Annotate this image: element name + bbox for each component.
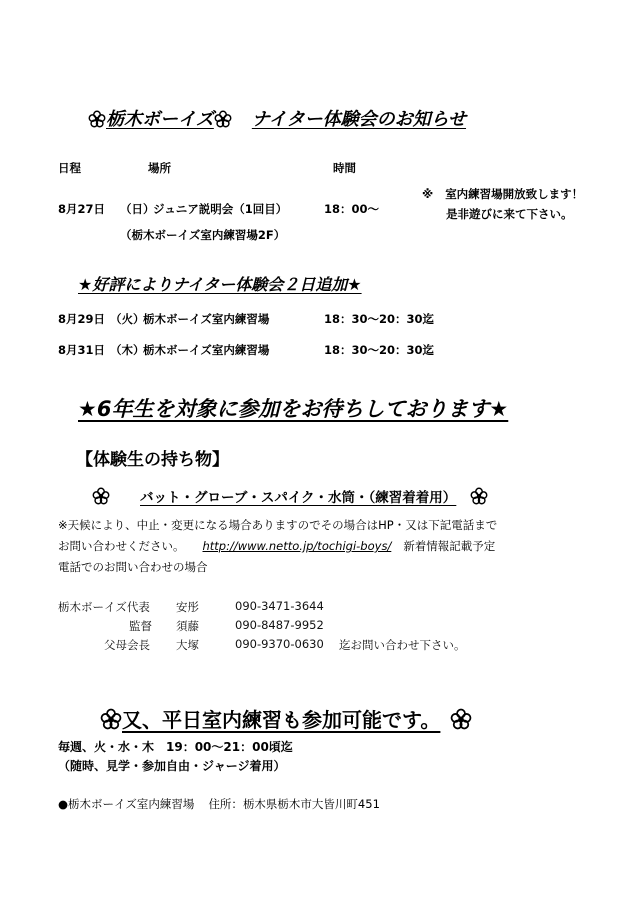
- contact-name-3: 大塚: [176, 638, 199, 652]
- notice-line2: [58, 536, 558, 557]
- add-day-2: （木）: [110, 343, 145, 357]
- contact-name-2: 須藤: [176, 619, 199, 633]
- add-time-2: 18：30～20：30迄: [324, 343, 435, 357]
- address-value: 栃木県栃木市大皆川町451: [242, 797, 380, 811]
- address: [58, 796, 380, 812]
- contact-note: 迄お問い合わせ下さい。: [339, 638, 466, 652]
- add-time-1: 18：30～20：30迄: [324, 312, 435, 326]
- website-link[interactable]: http://www.netto.jp/tochigi-boys/: [202, 539, 392, 553]
- notice: [58, 515, 558, 578]
- contact-role-3: 父母会長: [104, 638, 150, 652]
- note-line1: 室内練習場開放致します！: [445, 187, 584, 201]
- title-team: 栃木ボーイズ: [106, 109, 214, 130]
- weekday-schedule: 毎週、火・水・木 19：00～21：00頃迄: [58, 740, 293, 754]
- side-note: [422, 184, 583, 224]
- weekday-notes: （随時、見学・参加自由・ジャージ着用）: [58, 759, 286, 773]
- additional-title: ★好評によりナイター体験会２日追加★: [78, 275, 362, 294]
- notice-line1: ※天候により、中止・変更になる場合ありますのでその場合はHP・又は下記電話まで: [58, 518, 498, 532]
- contact-name-1: 安彤: [176, 600, 199, 614]
- address-place: 栃木ボーイズ室内練習場: [68, 797, 195, 811]
- weekday-details: [58, 738, 293, 776]
- flower-icon: [100, 708, 122, 730]
- weekday-title-text: 又、平日室内練習も参加可能です。: [122, 708, 441, 732]
- add-place-2: 栃木ボーイズ室内練習場: [143, 343, 270, 357]
- address-bullet: ●: [58, 797, 69, 811]
- notice-line3: 電話でのお問い合わせの場合: [58, 560, 208, 574]
- note-line2: 是非遊びに来て下さい。: [446, 207, 573, 221]
- belongings-title: 【体験生の持ち物】: [76, 450, 229, 470]
- contact-phone-2: 090-8487-9952: [235, 618, 324, 632]
- header-date: 日程: [58, 161, 81, 175]
- notice-line2-prefix: お問い合わせください。: [58, 539, 185, 553]
- header-time: 時間: [333, 161, 356, 175]
- address-label: 住所：: [208, 797, 243, 811]
- target-heading: ★6年生を対象に参加をお待ちしております★: [78, 397, 509, 421]
- belongings-text: バット・グローブ・スパイク・水筒・（練習着着用）: [140, 490, 457, 506]
- flower-icon: [450, 708, 472, 730]
- contact-phone-1: 090-3471-3644: [235, 599, 324, 613]
- first-time: 18：00～: [324, 202, 380, 216]
- add-date-1: 8月29日: [58, 312, 106, 326]
- weekday-title: [100, 704, 472, 733]
- first-place: ジュニア説明会（1回目）: [153, 202, 288, 216]
- flower-icon: [92, 487, 110, 505]
- first-date: 8月27日: [58, 202, 106, 216]
- add-place-1: 栃木ボーイズ室内練習場: [143, 312, 270, 326]
- first-venue: （栃木ボーイズ室内練習場2F）: [120, 228, 286, 242]
- flower-icon: [214, 110, 232, 128]
- flower-icon: [88, 110, 106, 128]
- first-day: （日）: [120, 202, 155, 216]
- notice-line2-suffix: 新着情報記載予定: [403, 539, 496, 553]
- note-mark: ※: [422, 187, 434, 201]
- add-day-1: （火）: [110, 312, 145, 326]
- contact-role-1: 栃木ボーイズ代表: [58, 600, 150, 614]
- contact-phone-3: 090-9370-0630: [235, 637, 324, 651]
- flower-icon: [470, 487, 488, 505]
- header-place: 場所: [148, 161, 171, 175]
- belongings-items: [92, 486, 488, 506]
- contact-role-2: 監督: [129, 619, 152, 633]
- title-event: ナイター体験会のお知らせ: [251, 109, 467, 130]
- add-date-2: 8月31日: [58, 343, 106, 357]
- page-title: [88, 105, 466, 131]
